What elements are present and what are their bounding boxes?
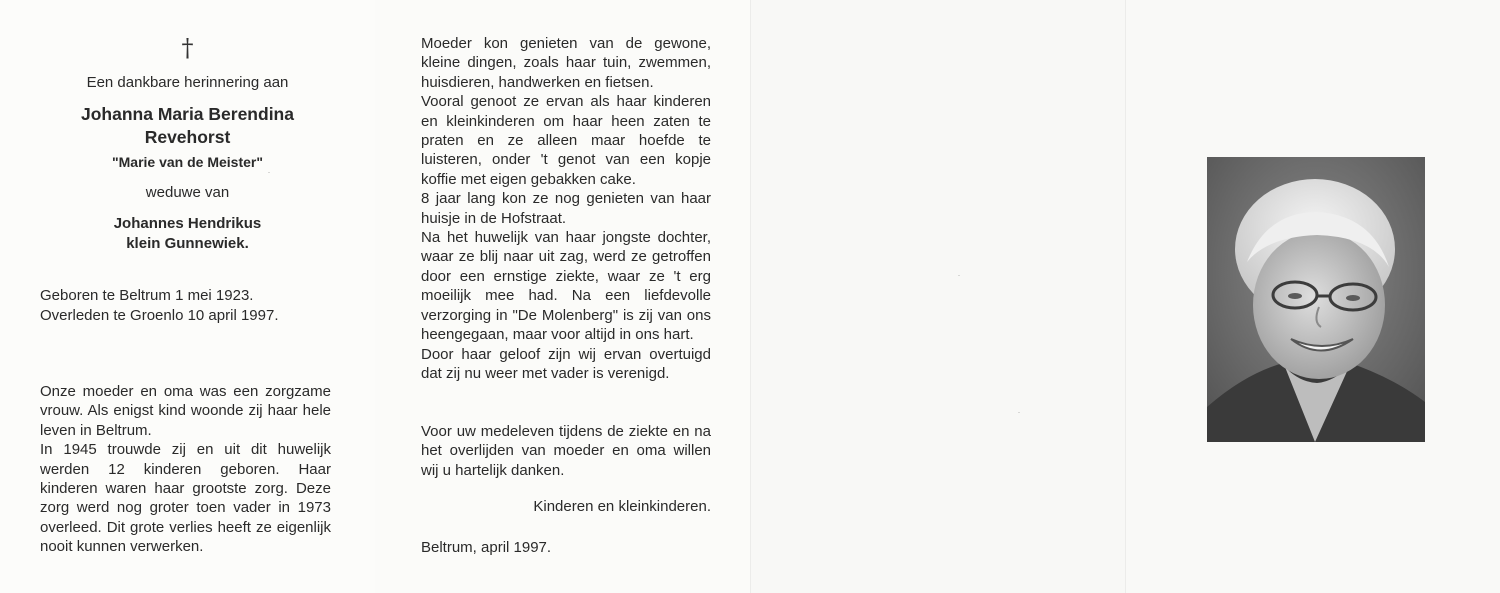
paragraph: Door haar geloof zijn wij ervan overtuigd dat zij nu weer met vader is verenigd. xyxy=(421,345,711,382)
biography-part-1 xyxy=(40,382,331,557)
portrait-photo xyxy=(1207,157,1425,442)
death-date: Overleden te Groenlo 10 april 1997. xyxy=(40,307,279,324)
name-line: Johanna Maria Berendina xyxy=(81,104,294,124)
paragraph: Na het huwelijk van haar jongste dochter, waar ze blij naar uit zag, werd ze getroffen door een ernstige ziekte, waar ze 't erg moeilijk mee had. Na een liefdevolle verzorging in "De Molenberg" is zij van ons heengegaan, maar voor altijd in ons hart. xyxy=(421,229,711,344)
paragraph: Moeder kon genieten van de gewone, kleine dingen, zoals haar tuin, zwemmen, huisdieren, handwerken en fietsen. xyxy=(421,35,711,91)
cross-icon: † xyxy=(181,34,194,62)
nickname: "Marie van de Meister" xyxy=(112,154,263,170)
place-date: Beltrum, april 1997. xyxy=(421,539,552,556)
widow-of-text: weduwe van xyxy=(145,184,230,201)
deceased-name xyxy=(0,103,375,149)
paragraph: Vooral genoot ze ervan als haar kinderen en kleinkinderen om haar heen zaten te praten en ze alleen maar hoefde te luisteren, onder 't genot van een kopje koffie met eigen gebakken cake. xyxy=(421,93,711,188)
husband-name xyxy=(0,214,375,254)
fold-line xyxy=(1125,0,1126,593)
biography-part-2 xyxy=(421,34,711,383)
paper-speck xyxy=(958,275,960,276)
paper-speck xyxy=(1018,412,1020,413)
paragraph: 8 jaar lang kon ze nog genieten van haar huisje in de Hofstraat. xyxy=(421,190,711,227)
intro-text: Een dankbare herinnering aan xyxy=(86,74,289,91)
husband-line: Johannes Hendrikus xyxy=(113,215,262,232)
born-date: Geboren te Beltrum 1 mei 1923. xyxy=(40,287,254,304)
portrait-image xyxy=(1207,157,1425,442)
thanks-text: Voor uw medeleven tijdens de ziekte en na het overlijden van moeder en oma willen wij u hartelijk danken. xyxy=(421,423,711,479)
paragraph: Onze moeder en oma was een zorgzame vrouw. Als enigst kind woonde zij haar hele leven in Beltrum. xyxy=(40,383,331,439)
husband-line: klein Gunnewiek. xyxy=(126,235,249,252)
card-panel-blank xyxy=(750,0,1125,593)
fold-line xyxy=(750,0,751,593)
signature: Kinderen en kleinkinderen. xyxy=(533,498,711,515)
paragraph: In 1945 trouwde zij en uit dit huwelijk werden 12 kinderen geboren. Haar kinderen waren haar grootste zorg. Deze zorg werd nog groter toen vader in 1973 overleed. Dit grote verlies heeft ze eigenlijk nooit kunnen verwerken. xyxy=(40,441,331,556)
paper-speck xyxy=(268,172,270,173)
life-dates xyxy=(40,286,278,326)
name-line: Revehorst xyxy=(144,127,231,147)
